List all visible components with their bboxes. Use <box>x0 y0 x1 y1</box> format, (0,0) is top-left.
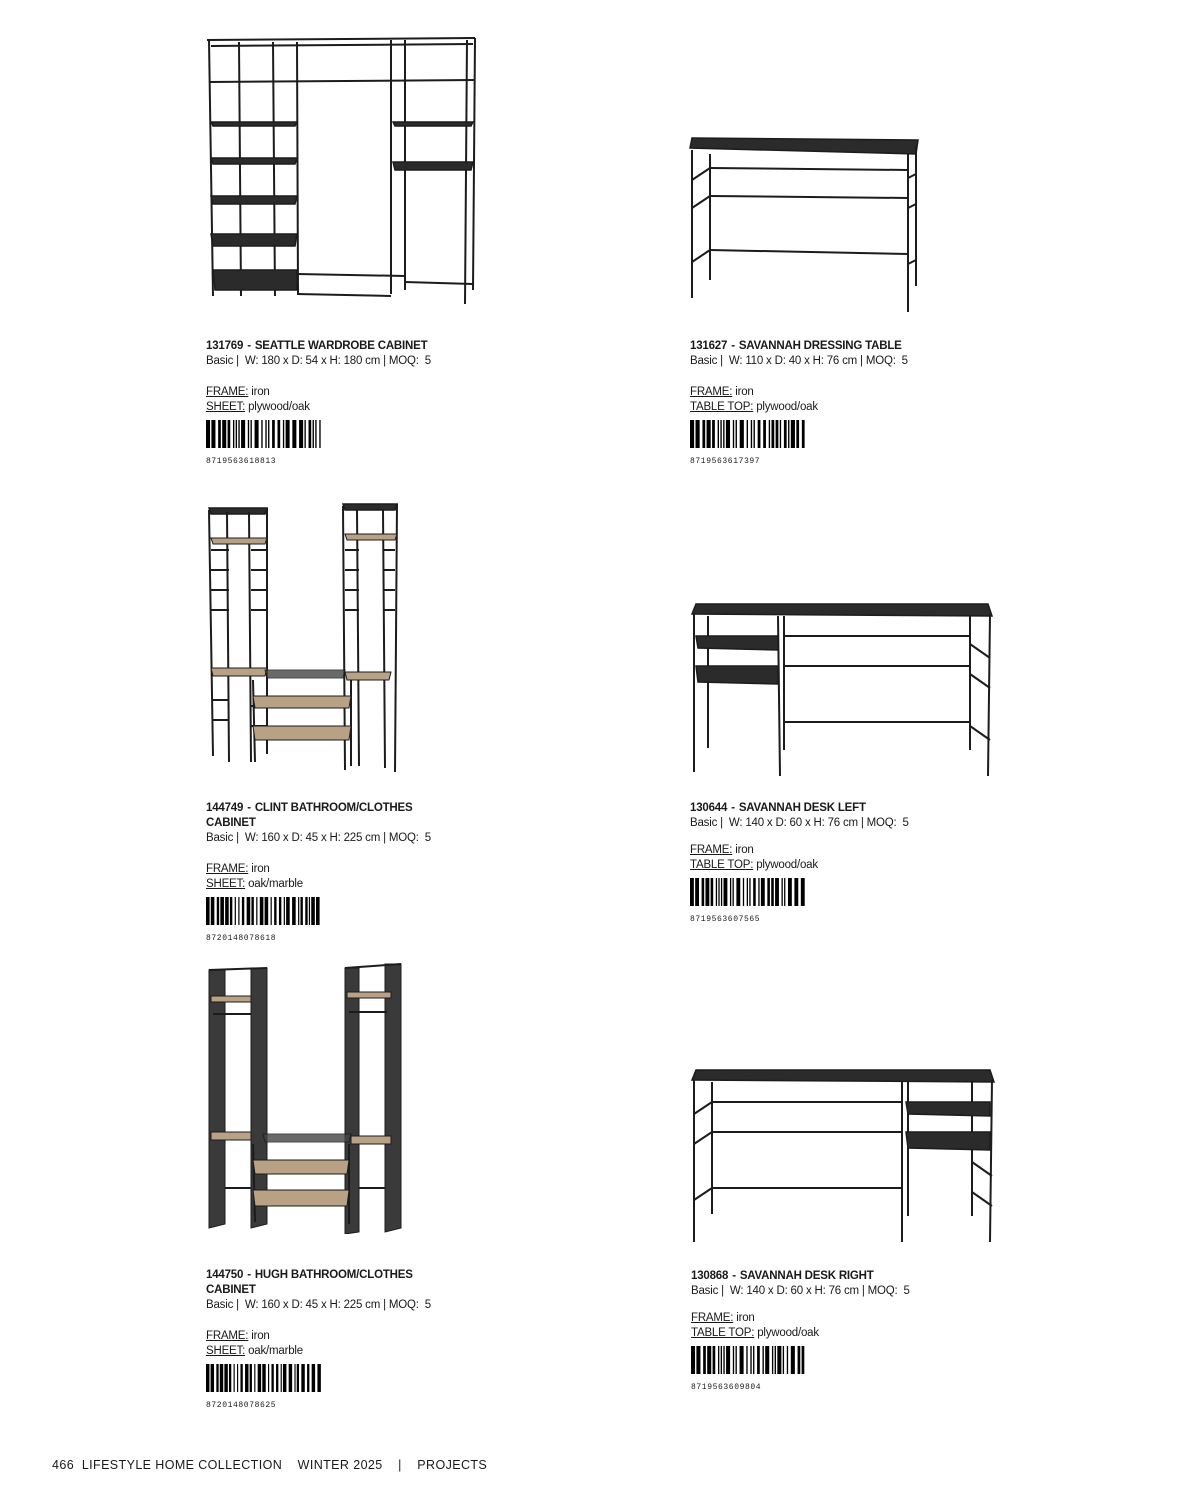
barcode <box>690 878 909 911</box>
product-name: CLINT BATHROOM/CLOTHES CABINET <box>206 802 413 829</box>
footer-separator: | <box>398 1458 402 1472</box>
material-value: plywood/oak <box>756 859 818 871</box>
material-list <box>690 385 908 415</box>
product-info <box>690 801 909 927</box>
material-label: FRAME: <box>206 863 249 875</box>
product-title: 130644 - SAVANNAH DESK LEFT <box>690 802 866 814</box>
product-name: HUGH BATHROOM/CLOTHES CABINET <box>206 1269 413 1296</box>
material-list <box>690 843 909 873</box>
material-value: iron <box>735 844 754 856</box>
material-value: oak/marble <box>248 878 303 890</box>
page-number: 466 <box>52 1458 75 1472</box>
material-value: plywood/oak <box>248 401 310 413</box>
material-row <box>206 1329 431 1344</box>
page-footer <box>52 1458 487 1472</box>
material-label: FRAME: <box>691 1312 734 1324</box>
product-name: SAVANNAH DESK LEFT <box>738 802 866 814</box>
product-info <box>206 801 431 946</box>
material-value: plywood/oak <box>757 1327 819 1339</box>
barcode <box>690 420 908 453</box>
material-row <box>206 877 431 892</box>
material-row <box>690 843 909 858</box>
product-info <box>206 1268 431 1413</box>
ean-number: 8720148078618 <box>206 934 277 943</box>
seattle-wardrobe-icon <box>205 34 479 314</box>
material-row <box>691 1311 910 1326</box>
product-name: SAVANNAH DRESSING TABLE <box>738 340 902 352</box>
hugh-cabinet-icon <box>205 962 405 1234</box>
savannah-dressing-table-icon <box>686 134 922 314</box>
ean-number: 8719563607565 <box>690 915 761 924</box>
material-row <box>690 385 908 400</box>
barcode <box>206 1364 431 1397</box>
barcode-bars <box>206 1364 322 1392</box>
material-list <box>691 1311 910 1341</box>
product-code: 130868 <box>691 1270 729 1282</box>
barcode-bars <box>206 897 322 925</box>
product-code: 131769 <box>206 340 244 352</box>
barcode <box>206 897 431 930</box>
material-value: iron <box>735 386 754 398</box>
material-label: TABLE TOP: <box>690 859 754 871</box>
material-label: TABLE TOP: <box>691 1327 755 1339</box>
savannah-desk-right-icon <box>688 1066 998 1246</box>
barcode-bars <box>691 1346 807 1374</box>
barcode <box>691 1346 910 1379</box>
product-code: 144749 <box>206 802 244 814</box>
material-list <box>206 862 431 892</box>
product-name: SEATTLE WARDROBE CABINET <box>254 340 428 352</box>
barcode-bars <box>690 420 806 448</box>
ean-number: 8719563618813 <box>206 457 277 466</box>
ean-number: 8719563617397 <box>690 457 761 466</box>
material-value: iron <box>251 386 270 398</box>
material-label: TABLE TOP: <box>690 401 754 413</box>
ean-number: 8720148078625 <box>206 1401 277 1410</box>
product-spec: Basic | W: 140 x D: 60 x H: 76 cm | MOQ: 5 <box>691 1285 910 1297</box>
material-value: iron <box>736 1312 755 1324</box>
material-label: FRAME: <box>206 386 249 398</box>
material-label: FRAME: <box>690 386 733 398</box>
product-title: 131627 - SAVANNAH DRESSING TABLE <box>690 340 902 352</box>
clint-cabinet-icon <box>205 500 401 776</box>
material-row <box>206 400 431 415</box>
product-code: 130644 <box>690 802 728 814</box>
product-name: SAVANNAH DESK RIGHT <box>739 1270 874 1282</box>
product-spec: Basic | W: 110 x D: 40 x H: 76 cm | MOQ: 5 <box>690 355 908 367</box>
material-value: oak/marble <box>248 1345 303 1357</box>
product-spec: Basic | W: 140 x D: 60 x H: 76 cm | MOQ: 5 <box>690 817 909 829</box>
barcode-bars <box>690 878 806 906</box>
material-row <box>206 1344 431 1359</box>
material-list <box>206 1329 431 1359</box>
material-label: SHEET: <box>206 878 246 890</box>
product-title: 144750 - HUGH BATHROOM/CLOTHES CABINET <box>206 1269 413 1296</box>
material-row <box>691 1326 910 1341</box>
material-row <box>206 385 431 400</box>
product-code: 144750 <box>206 1269 244 1281</box>
barcode <box>206 420 431 453</box>
material-row <box>690 400 908 415</box>
savannah-desk-left-icon <box>688 600 996 778</box>
product-title: 130868 - SAVANNAH DESK RIGHT <box>691 1270 874 1282</box>
material-label: SHEET: <box>206 401 246 413</box>
footer-season: WINTER 2025 <box>297 1458 383 1472</box>
product-title: 144749 - CLINT BATHROOM/CLOTHES CABINET <box>206 802 413 829</box>
material-value: iron <box>251 863 270 875</box>
material-value: plywood/oak <box>756 401 818 413</box>
product-code: 131627 <box>690 340 728 352</box>
product-info <box>690 339 908 469</box>
material-value: iron <box>251 1330 270 1342</box>
product-spec: Basic | W: 160 x D: 45 x H: 225 cm | MOQ: 5 <box>206 1299 431 1311</box>
product-info <box>206 339 431 469</box>
footer-collection: LIFESTYLE HOME COLLECTION <box>81 1458 283 1472</box>
barcode-bars <box>206 420 322 448</box>
ean-number: 8719563609804 <box>691 1383 762 1392</box>
material-list <box>206 385 431 415</box>
product-title: 131769 - SEATTLE WARDROBE CABINET <box>206 340 428 352</box>
material-row <box>206 862 431 877</box>
material-label: FRAME: <box>206 1330 249 1342</box>
product-info <box>691 1269 910 1395</box>
footer-section: PROJECTS <box>417 1458 488 1472</box>
product-spec: Basic | W: 180 x D: 54 x H: 180 cm | MOQ: 5 <box>206 355 431 367</box>
product-spec: Basic | W: 160 x D: 45 x H: 225 cm | MOQ: 5 <box>206 832 431 844</box>
material-row <box>690 858 909 873</box>
material-label: FRAME: <box>690 844 733 856</box>
material-label: SHEET: <box>206 1345 246 1357</box>
